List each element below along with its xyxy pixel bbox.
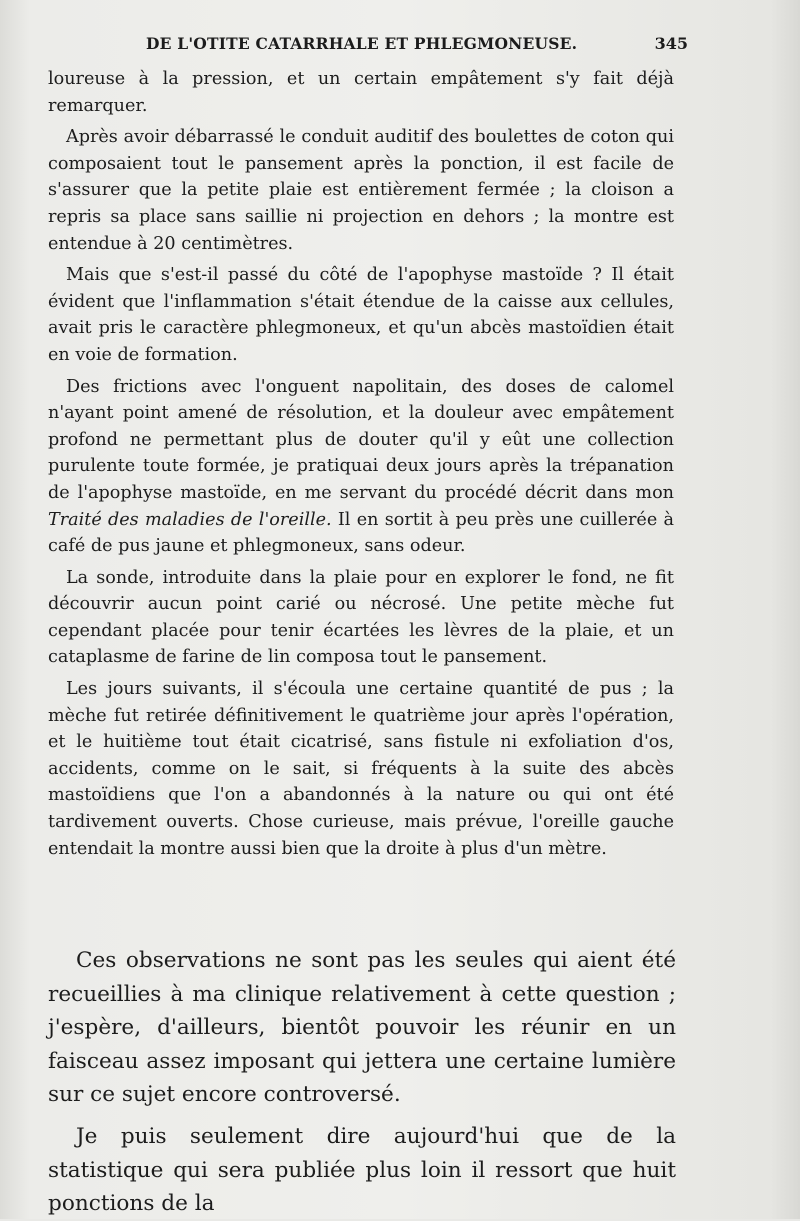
paragraph-frictions-text-after: Il en sortit à peu près une cuillerée à café de pus jaune et phlegmoneux, sans odeur. [48, 509, 674, 557]
body-text [48, 66, 674, 862]
book-title-reference: Traité des maladies de l'oreille. [48, 509, 332, 530]
paragraph-frictions-text-before: Des frictions avec l'onguent napolitain, des doses de calomel n'ayant point amené de résolution, et la douleur avec empâtement profond ne permettant plus de douter qu'il y eût une collection purulente toute formée, je pratiquai deux jours après la trépanation de l'apophyse mastoïde, en me servant du procédé décrit dans mon [48, 376, 674, 503]
paragraph-observations: Ces observations ne sont pas les seules qui aient été recueillies à ma clinique relativement à cette question ; j'espère, d'ailleurs, bientôt pouvoir les réunir en un faisceau assez imposant qui jettera une certaine lumière sur ce sujet encore controversé. [48, 948, 676, 1108]
paragraph-statistique: Je puis seulement dire aujourd'hui que de la statistique qui sera publiée plus loin il ressort que huit ponctions de la [48, 1123, 676, 1217]
running-title: DE L'OTITE CATARRHALE ET PHLEGMONEUSE. [146, 34, 578, 53]
large-text-section [48, 944, 676, 1221]
paragraph-apophyse: Mais que s'est-il passé du côté de l'apophyse mastoïde ? Il était évident que l'inflammation s'était étendue de la caisse aux cellules, avait pris le caractère phlegmoneux, et qu'un abcès mastoïdien était en voie de formation. [48, 265, 674, 365]
page-number: 345 [654, 34, 688, 53]
page-header [48, 34, 688, 58]
paragraph-pansement: Après avoir débarrassé le conduit auditif des boulettes de coton qui composaient tout le pansement après la ponction, il est facile de s'assurer que la petite plaie est entièrement fermée ; la cloison a repris sa place sans saillie ni projection en dehors ; la montre est entendue à 20 centimètres. [48, 127, 674, 254]
paragraph-sonde: La sonde, introduite dans la plaie pour en explorer le fond, ne fit découvrir aucun point carié ou nécrosé. Une petite mèche fut cependant placée pour tenir écartées les lèvres de la plaie, et un cataplasme de farine de lin composa tout le pansement. [48, 567, 674, 668]
paragraph-continuation: loureuse à la pression, et un certain empâtement s'y fait déjà remarquer. [48, 69, 674, 116]
paragraph-frictions [48, 374, 674, 560]
paragraph-jours-suivants: Les jours suivants, il s'écoula une certaine quantité de pus ; la mèche fut retirée définitivement le quatrième jour après l'opération, et le huitième tout était cicatrisé, sans fistule ni exfoliation d'os, accidents, comme on le sait, si fréquents à la suite des abcès mastoïdiens que l'on a abandonnés à la nature ou qui ont été tardivement ouverts. Chose curieuse, mais prévue, l'oreille gauche entendait la montre aussi bien que la droite à plus d'un mètre. [48, 679, 674, 859]
